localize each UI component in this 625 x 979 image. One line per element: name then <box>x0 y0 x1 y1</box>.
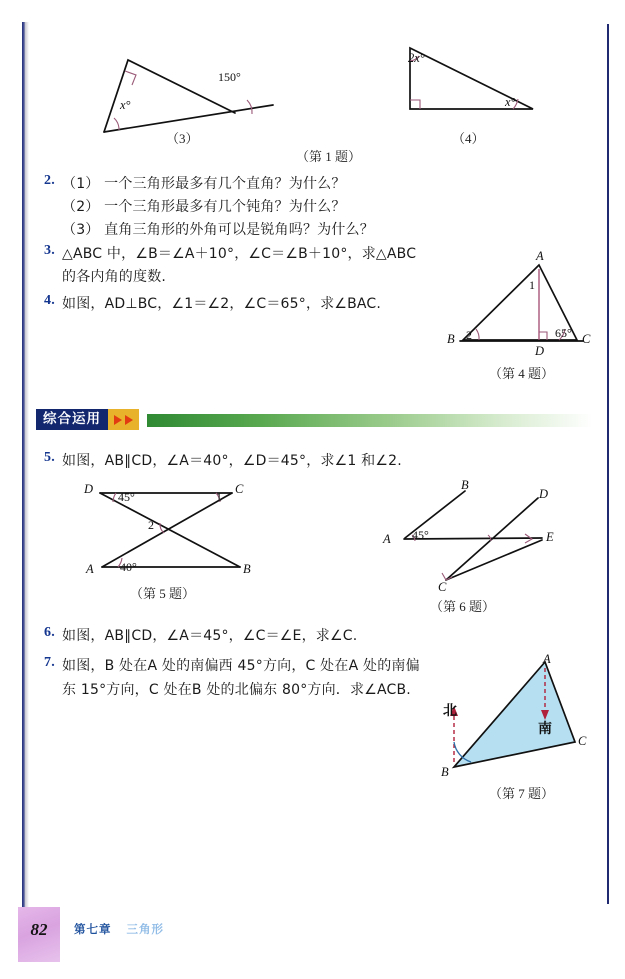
figure-5-angle-1: 1 <box>216 490 222 504</box>
problem-4-line-1: 如图，AD⊥BC，∠1＝∠2，∠C＝65°，求∠BAC. <box>62 296 382 312</box>
problem-5-line-1: 如图，AB∥CD，∠A＝40°，∠D＝45°，求∠1 和∠2. <box>62 453 402 469</box>
arrow-right-icon <box>114 415 122 425</box>
figure-1-sub4-caption: （4） <box>452 131 485 146</box>
figure-5-angle-2: 2 <box>148 518 154 532</box>
figure-1-triangle-3 <box>95 50 295 130</box>
footer-chapter: 第七章 <box>74 922 112 936</box>
section-banner <box>36 409 139 430</box>
figure-1-tri3-exterior-label: 150° <box>218 70 241 84</box>
problem-3-line-1: △ABC 中，∠B＝∠A＋10°，∠C＝∠B＋10°，求△ABC <box>62 246 417 262</box>
figure-4-angle-2: 2 <box>466 328 472 342</box>
figure-4-vertex-B: B <box>447 332 455 346</box>
figure-7-vertex-C: C <box>578 734 587 748</box>
figure-6-vertex-C: C <box>438 580 447 594</box>
figure-4-vertex-A: A <box>536 249 544 263</box>
footer-chapter-title <box>74 921 164 937</box>
figure-4-vertex-D: D <box>535 344 545 358</box>
figure-5-caption: （第 5 题） <box>130 586 196 601</box>
figure-7-vertex-B: B <box>441 765 449 779</box>
figure-1-tri4-x-label: x° <box>505 95 516 109</box>
figure-5-crossed-lines <box>90 487 270 572</box>
problem-4-number: 4. <box>44 293 55 308</box>
page-number: 82 <box>30 920 48 939</box>
figure-5-vertex-D: D <box>84 482 94 496</box>
figure-1-triangle-4 <box>405 45 565 125</box>
problem-3-line-2: 的各内角的度数. <box>62 269 167 285</box>
problem-2-line-3: （3） 直角三角形的外角可以是锐角吗？为什么？ <box>62 222 374 238</box>
section-banner-gradient-bar <box>147 414 593 427</box>
figure-1-tri4-2x-label: 2x° <box>408 51 425 65</box>
figure-6-angle-A: 45° <box>412 528 429 542</box>
figure-7-north-label: 北 <box>443 703 457 719</box>
figure-5-angle-D: 45° <box>118 490 135 504</box>
figure-6-caption: （第 6 题） <box>430 599 496 614</box>
figure-1-caption: （第 1 题） <box>296 149 362 164</box>
figure-4-caption: （第 4 题） <box>489 366 555 381</box>
figure-6-vertex-E: E <box>546 530 554 544</box>
figure-7-south-label: 南 <box>538 721 552 737</box>
figure-5-vertex-A: A <box>86 562 94 576</box>
figure-4-angle-C: 65° <box>555 326 572 340</box>
figure-6-vertex-B: B <box>461 478 469 492</box>
problem-3-number: 3. <box>44 243 55 258</box>
figure-5-angle-A: 40° <box>120 560 137 574</box>
problem-5-number: 5. <box>44 450 55 465</box>
arrow-right-icon <box>125 415 133 425</box>
figure-7-bearing-triangle <box>440 650 600 780</box>
figure-4-angle-1: 1 <box>529 278 535 292</box>
problem-2-number: 2. <box>44 173 55 188</box>
figure-6-vertex-D: D <box>539 487 549 501</box>
problem-7-number: 7. <box>44 655 55 670</box>
problem-2-line-2: （2） 一个三角形最多有几个钝角？为什么？ <box>62 199 346 215</box>
problem-6-number: 6. <box>44 625 55 640</box>
section-banner-arrows <box>108 409 139 430</box>
problem-7-line-2: 东 15°方向，C 处在B 处的北偏东 80°方向．求∠ACB. <box>62 682 411 698</box>
problem-2-line-1: （1） 一个三角形最多有几个直角？为什么？ <box>62 176 346 192</box>
figure-5-vertex-B: B <box>243 562 251 576</box>
problem-7-line-1: 如图，B 处在A 处的南偏西 45°方向，C 处在A 处的南偏 <box>62 658 420 674</box>
section-banner-label: 综合运用 <box>36 409 108 430</box>
figure-7-caption: （第 7 题） <box>489 786 555 801</box>
book-spine-shadow <box>25 22 29 927</box>
figure-6-vertex-A: A <box>383 532 391 546</box>
footer-title: 三角形 <box>126 922 165 936</box>
figure-5-vertex-C: C <box>235 482 244 496</box>
figure-1-sub3-caption: （3） <box>166 131 199 146</box>
figure-4-vertex-C: C <box>582 332 591 346</box>
page-edge-line <box>607 24 609 904</box>
problem-6-line-1: 如图，AB∥CD，∠A＝45°，∠C＝∠E，求∠C. <box>62 628 358 644</box>
figure-1-tri3-x-label: x° <box>120 98 131 112</box>
figure-7-vertex-A: A <box>543 652 551 666</box>
